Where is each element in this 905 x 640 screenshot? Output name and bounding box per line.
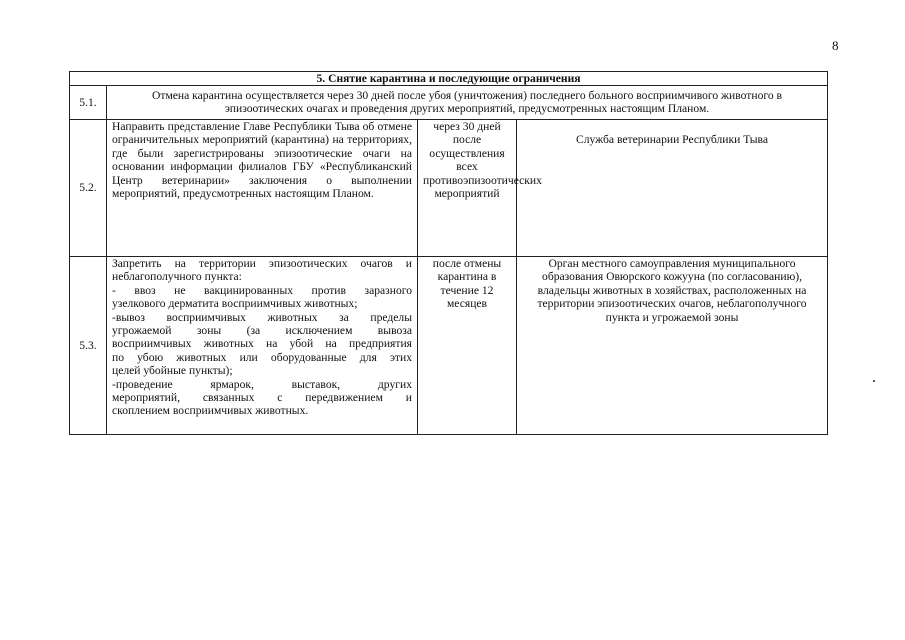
action-line: узелкового дерматита восприимчивых животных; xyxy=(112,297,358,311)
table-row-5-2 xyxy=(70,120,828,257)
responsible-cell: Орган местного самоуправления муниципального образования Овюрского кожууна (по согласованию), владельцы животных в хозяйствах, расположенных на территории эпизоотических очагов, неблагополучного пункта и угрожаемой зоны xyxy=(517,257,828,435)
action-line: неблагополучного пункта: xyxy=(112,270,242,284)
action-line: -вывоз восприимчивых животных за пределы xyxy=(112,310,412,324)
term-cell: после отмены карантина в течение 12 месяцев xyxy=(418,257,517,435)
action-line: мероприятий, связанных с передвижением и xyxy=(112,391,412,405)
action-line: угрожаемой зоны (за исключением вывоза xyxy=(112,324,412,338)
plan-table xyxy=(69,71,828,435)
row-text: Отмена карантина осуществляется через 30 дней после убоя (уничтожения) последнего больного восприимчивого животного в эпизоотических очагах и проведения других мероприятий, предусмотренных настоящим Планом. xyxy=(107,86,828,120)
table-row-5-3 xyxy=(70,257,828,435)
row-number: 5.2. xyxy=(70,120,107,257)
table-row-5-1 xyxy=(70,86,828,120)
term-cell: через 30 дней после осуществления всех противоэпизоотических мероприятий xyxy=(418,120,517,257)
action-line: -проведение ярмарок, выставок, других xyxy=(112,377,412,391)
section-header-row xyxy=(70,72,828,86)
section-title: 5. Снятие карантина и последующие ограничения xyxy=(70,72,828,86)
scan-speck xyxy=(873,380,875,382)
action-line: целей убойные пункты); xyxy=(112,364,233,378)
action-line: скоплением восприимчивых животных. xyxy=(112,404,309,418)
action-line: по убою животных или оборудованные для этих xyxy=(112,350,412,364)
action-cell xyxy=(107,257,418,435)
action-line: восприимчивых животных на убой на предприятия xyxy=(112,337,412,351)
row-number: 5.1. xyxy=(70,86,107,120)
page-number: 8 xyxy=(832,38,839,53)
row-number: 5.3. xyxy=(70,257,107,435)
action-line: - ввоз не вакцинированных против заразного xyxy=(112,283,412,297)
responsible-cell: Служба ветеринарии Республики Тыва xyxy=(517,120,828,257)
action-line: Запретить на территории эпизоотических очагов и xyxy=(112,257,412,270)
action-cell: Направить представление Главе Республики Тыва об отмене ограничительных мероприятий (карантина) на территориях, где были зарегистрированы эпизоотические очаги на основании информации филиалов ГБУ «Республиканский Центр ветеринарии» заключения о выполнении мероприятий, предусмотренных настоящим Планом. xyxy=(107,120,418,257)
